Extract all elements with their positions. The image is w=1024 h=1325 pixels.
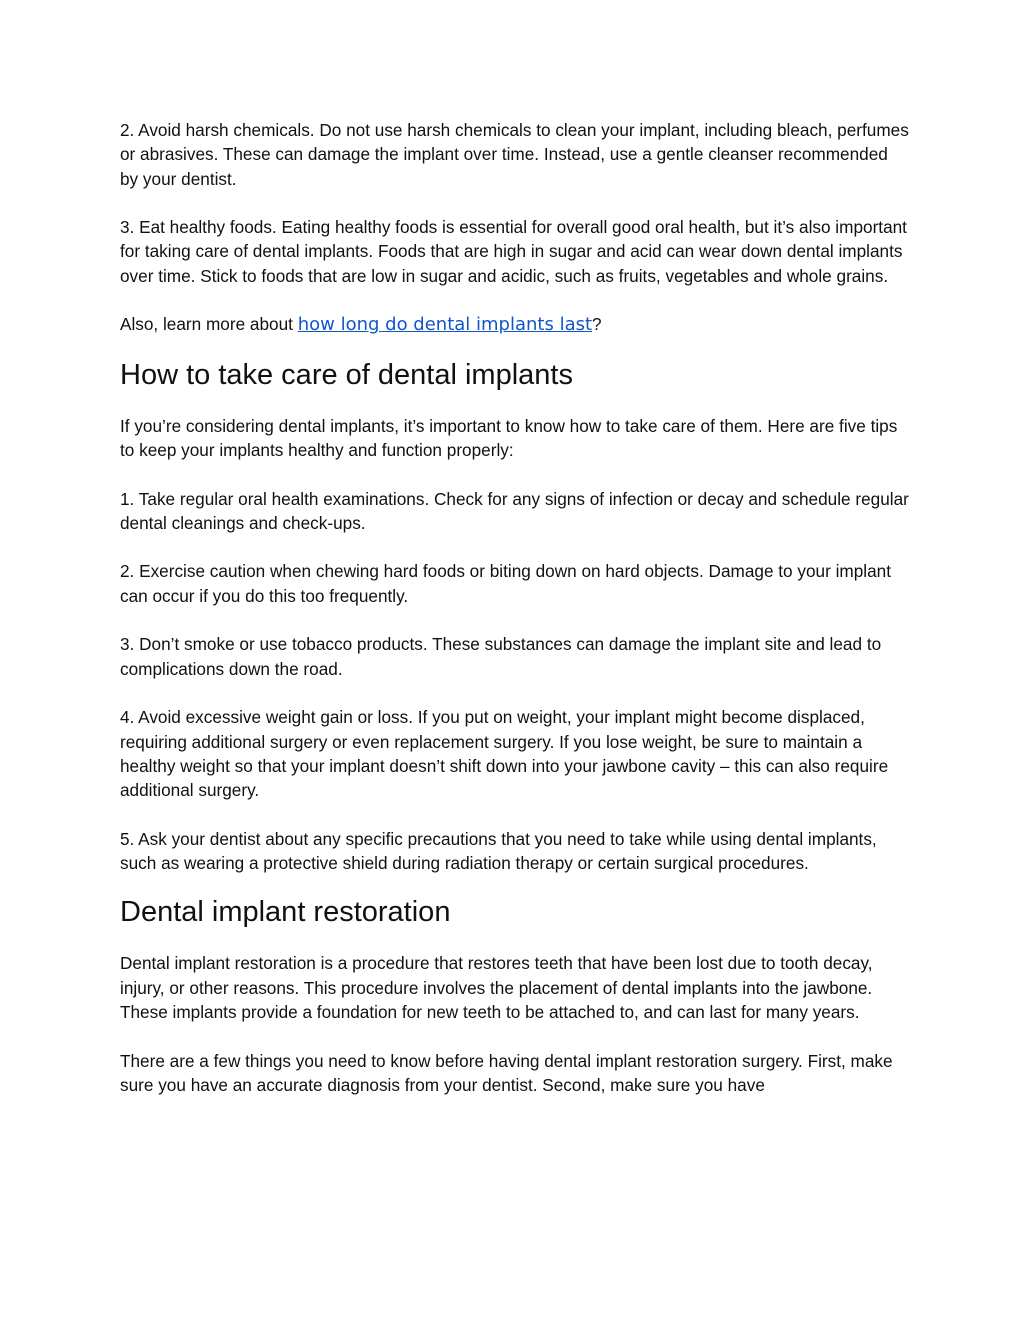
- care-tip-2: 2. Exercise caution when chewing hard foods or biting down on hard objects. Damage to your implant can occur if you do this too frequently.: [120, 561, 892, 606]
- intro-item-eat-healthy: 3. Eat healthy foods. Eating healthy foods is essential for overall good oral health, but it’s also important for taking care of dental implants. Foods that are high in sugar and acid can wear down dental implants over time. Stick to foods that are low in sugar and acidic, such as fruits, vegetables and whole grains.: [120, 217, 907, 286]
- care-tip-3: 3. Don’t smoke or use tobacco products. These substances can damage the implant site and lead to complications down the road.: [120, 634, 882, 679]
- document-page: [120, 118, 910, 1097]
- dental-implants-last-link[interactable]: how long do dental implants last: [297, 314, 593, 336]
- learn-more-line: [120, 312, 910, 337]
- restoration-paragraph-2: There are a few things you need to know before having dental implant restoration surgery. First, make sure you have an accurate diagnosis from your dentist. Second, make sure you have: [120, 1050, 893, 1095]
- section-heading-care: How to take care of dental implants: [120, 358, 573, 391]
- care-tip-5: 5. Ask your dentist about any specific precautions that you need to take while using dental implants, such as wearing a protective shield during radiation therapy or certain surgical procedures.: [120, 828, 877, 874]
- learn-more-suffix: ?: [592, 314, 602, 335]
- care-intro-paragraph: If you’re considering dental implants, it’s important to know how to take care of them. Here are five tips to keep your implants healthy and function properly:: [120, 415, 898, 460]
- care-tip-1: 1. Take regular oral health examinations. Check for any signs of infection or decay and schedule regular dental cleanings and check-ups.: [120, 488, 909, 533]
- section-heading-restoration: Dental implant restoration: [120, 896, 451, 929]
- restoration-paragraph-1: Dental implant restoration is a procedure that restores teeth that have been lost due to tooth decay, injury, or other reasons. This procedure involves the placement of dental implants into the jawbone. These implants provide a foundation for new teeth to be attached to, and can last for many years.: [120, 953, 873, 1022]
- care-tip-4: 4. Avoid excessive weight gain or loss. If you put on weight, your implant might become displaced, requiring additional surgery or even replacement surgery. If you lose weight, be sure to maintain a healthy weight so that your implant doesn’t shift down into your jawbone cavity – this can also require additional surgery.: [120, 707, 889, 801]
- intro-item-avoid-chemicals: 2. Avoid harsh chemicals. Do not use harsh chemicals to clean your implant, including bleach, perfumes or abrasives. These can damage the implant over time. Instead, use a gentle cleanser recommended by your dentist.: [120, 120, 909, 189]
- learn-more-prefix: Also, learn more about: [120, 314, 298, 335]
